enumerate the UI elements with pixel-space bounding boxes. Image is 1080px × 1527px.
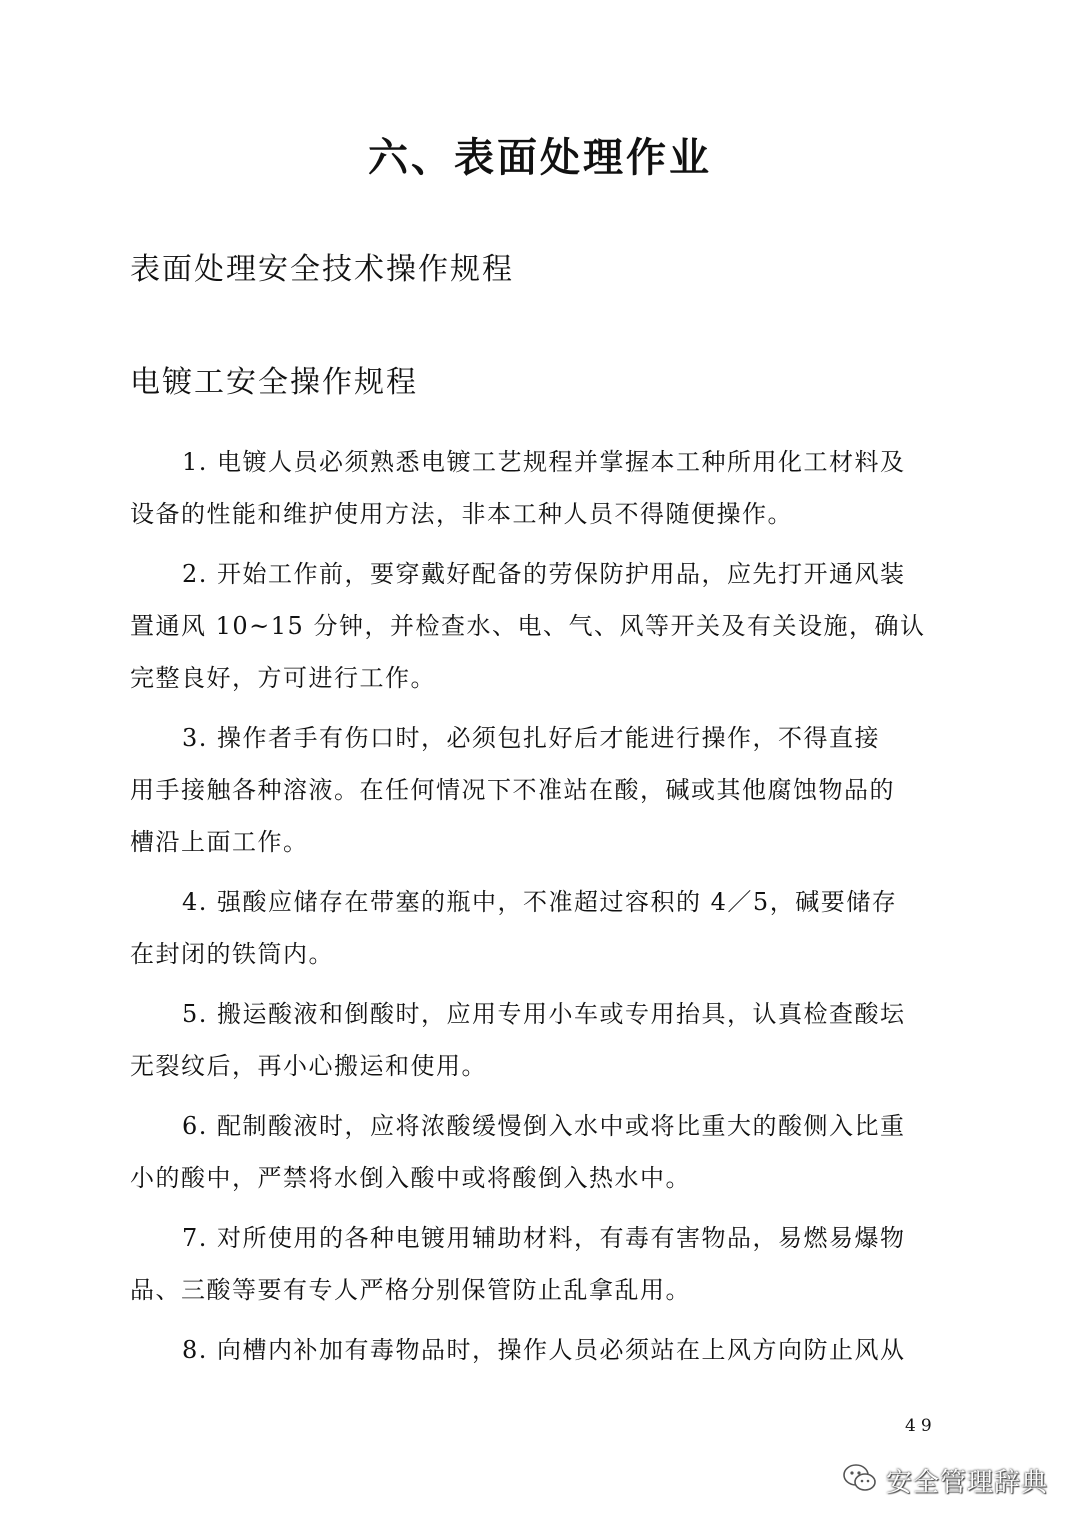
paragraph-line: 8. 向槽内补加有毒物品时，操作人员必须站在上风方向防止风从 (182, 1336, 906, 1364)
paragraph-line: 6. 配制酸液时，应将浓酸缓慢倒入水中或将比重大的酸侧入比重 (182, 1112, 906, 1140)
paragraph-line: 置通风 10~15 分钟，并检查水、电、气、风等开关及有关设施，确认 (130, 612, 926, 640)
paragraph-line: 小的酸中，严禁将水倒入酸中或将酸倒入热水中。 (130, 1164, 691, 1192)
wechat-icon (842, 1463, 878, 1497)
paragraph-7 (130, 1212, 952, 1316)
section-heading: 表面处理安全技术操作规程 (130, 252, 514, 287)
paragraph-3 (130, 712, 952, 868)
paragraph-line: 7. 对所使用的各种电镀用辅助材料，有毒有害物品，易燃易爆物 (182, 1224, 906, 1252)
paragraph-line: 3. 操作者手有伤口时，必须包扎好后才能进行操作，不得直接 (182, 724, 881, 752)
paragraph-line: 1. 电镀人员必须熟悉电镀工艺规程并掌握本工种所用化工材料及 (182, 448, 906, 476)
watermark (842, 1458, 1048, 1502)
paragraph-6 (130, 1100, 952, 1204)
paragraph-4 (130, 876, 952, 980)
paragraph-1 (130, 436, 952, 540)
subsection-heading: 电镀工安全操作规程 (130, 365, 418, 400)
paragraph-line: 用手接触各种溶液。在任何情况下不准站在酸，碱或其他腐蚀物品的 (130, 776, 895, 804)
paragraph-line: 槽沿上面工作。 (130, 828, 309, 856)
paragraph-line: 设备的性能和维护使用方法，非本工种人员不得随便操作。 (130, 500, 793, 528)
document-body (130, 436, 952, 1384)
paragraph-line: 4. 强酸应储存在带塞的瓶中，不准超过容积的 4／5，碱要储存 (182, 888, 898, 916)
paragraph-line: 在封闭的铁筒内。 (130, 940, 334, 968)
paragraph-line: 品、三酸等要有专人严格分别保管防止乱拿乱用。 (130, 1276, 691, 1304)
paragraph-line: 完整良好，方可进行工作。 (130, 664, 436, 692)
page-number: 49 (905, 1416, 937, 1436)
page-title: 六、表面处理作业 (368, 134, 712, 181)
paragraph-8 (130, 1324, 952, 1376)
paragraph-5 (130, 988, 952, 1092)
paragraph-line: 2. 开始工作前，要穿戴好配备的劳保防护用品，应先打开通风装 (182, 560, 906, 588)
paragraph-2 (130, 548, 952, 704)
paragraph-line: 无裂纹后，再小心搬运和使用。 (130, 1052, 487, 1080)
watermark-text: 安全管理辞典 (886, 1467, 1049, 1498)
paragraph-line: 5. 搬运酸液和倒酸时，应用专用小车或专用抬具，认真检查酸坛 (182, 1000, 906, 1028)
